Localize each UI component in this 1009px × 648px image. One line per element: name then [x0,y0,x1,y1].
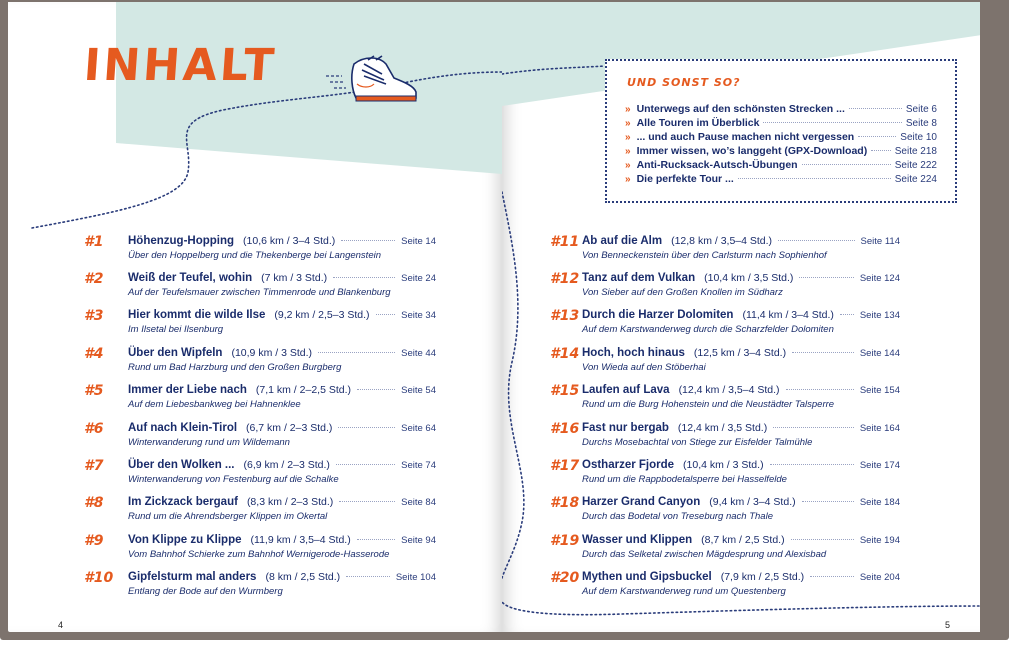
tour-info: (12,4 km / 3,5–4 Std.) [678,384,780,396]
page-title: INHALT [82,40,279,91]
tour-info: (10,4 km / 3,5 Std.) [704,272,794,284]
tour-page: Seite 84 [401,497,436,508]
leader-dots [338,427,395,428]
box-item[interactable] [625,159,937,171]
box-item-page: Seite 10 [900,132,937,143]
right-page [502,2,980,632]
tour-page: Seite 24 [401,273,436,284]
tour-number: #4 [84,346,104,362]
tour-page: Seite 64 [401,423,436,434]
tour-number: #3 [84,308,104,324]
tour-title-line [128,534,436,546]
tour-info: (10,6 km / 3–4 Std.) [243,235,336,247]
tour-number: #18 [550,495,580,511]
tour-subtitle: Auf der Teufelsmauer zwischen Timmenrode und Blankenburg [128,287,391,298]
leader-dots [341,240,395,241]
leader-dots [799,277,853,278]
tour-info: (7 km / 3 Std.) [261,272,328,284]
tour-info: (6,7 km / 2–3 Std.) [246,422,333,434]
leader-dots [336,464,395,465]
tour-number: #1 [84,234,104,250]
tour-title-line [128,347,436,359]
box-item[interactable] [625,145,937,157]
page-number: 5 [945,620,951,630]
tour-info: (6,9 km / 2–3 Std.) [243,459,330,471]
box-item-page: Seite 222 [894,160,937,171]
box-item[interactable] [625,103,937,115]
leader-dots [849,108,902,109]
tour-name: Von Klippe zu Klippe [128,534,242,546]
left-page [8,2,502,632]
leader-dots [802,164,891,165]
tour-number: #9 [84,533,104,549]
tour-number: #5 [84,383,104,399]
leader-dots [738,178,891,179]
also-box [605,59,957,203]
tour-number: #14 [550,346,580,362]
tour-title-line [128,422,436,434]
tour-name: Gipfelsturm mal anders [128,571,257,583]
leader-dots [376,314,396,315]
tour-info: (11,4 km / 3–4 Std.) [742,309,834,321]
tour-title-line [582,384,900,396]
tour-title-line [582,496,900,508]
chevron-right-icon: » [625,104,631,115]
tour-name: Durch die Harzer Dolomiten [582,309,734,321]
tour-title-line [582,534,900,546]
tour-subtitle: Winterwanderung von Festenburg auf die Schalke [128,474,339,485]
tour-info: (7,1 km / 2–2,5 Std.) [255,384,352,396]
tour-name: Ostharzer Fjorde [582,459,675,471]
tour-subtitle: Rund um Bad Harzburg und den Großen Burgberg [128,362,342,373]
tour-subtitle: Von Wieda auf den Stöberhai [582,362,706,373]
tour-number: #12 [550,271,580,287]
page-number: 4 [58,620,64,630]
box-item-label: ... und auch Pause machen nicht vergessen [636,131,855,143]
tour-page: Seite 184 [859,497,900,508]
tour-name: Über den Wipfeln [128,347,223,359]
tour-number: #7 [84,458,104,474]
leader-dots [802,501,854,502]
tour-number: #15 [550,383,580,399]
tour-subtitle: Vom Bahnhof Schierke zum Bahnhof Wernigerode-Hasserode [128,549,390,560]
tour-subtitle: Über den Hoppelberg und die Thekenberge bei Langenstein [128,250,381,261]
tour-page: Seite 174 [859,460,900,471]
tour-title-line [128,571,436,583]
tour-page: Seite 104 [395,572,436,583]
box-item-label: Alle Touren im Überblick [636,117,760,129]
chevron-right-icon: » [625,146,631,157]
leader-dots [763,122,901,123]
tour-number: #16 [550,421,580,437]
tour-info: (9,2 km / 2,5–3 Std.) [274,309,370,321]
tour-subtitle: Von Sieber auf den Großen Knollen im Südharz [582,287,783,298]
tour-name: Weiß der Teufel, wohin [128,272,253,284]
tour-title-line [582,459,900,471]
box-item-page: Seite 218 [894,146,937,157]
tour-page: Seite 34 [401,310,436,321]
box-item-page: Seite 224 [894,174,937,185]
leader-dots [357,389,395,390]
chevron-right-icon: » [625,174,631,185]
tour-name: Mythen und Gipsbuckel [582,571,712,583]
tour-title-line [128,272,436,284]
tour-number: #17 [550,458,580,474]
leader-dots [333,277,395,278]
leader-dots [810,576,854,577]
chevron-right-icon: » [625,132,631,143]
leader-dots [778,240,854,241]
box-item-label: Immer wissen, wo’s langgeht (GPX-Download) [636,145,868,157]
tour-info: (11,9 km / 3,5–4 Std.) [250,534,351,546]
tour-page: Seite 194 [859,535,900,546]
leader-dots [786,389,854,390]
leader-dots [791,539,854,540]
tour-page: Seite 164 [859,423,900,434]
tour-number: #10 [84,570,114,586]
leader-dots [871,150,891,151]
tour-title-line [582,422,900,434]
tour-info: (7,9 km / 2,5 Std.) [720,571,805,583]
tour-title-line [582,309,900,321]
tour-subtitle: Winterwanderung rund um Wildemann [128,437,290,448]
tour-number: #13 [550,308,580,324]
tour-title-line [582,347,900,359]
tour-subtitle: Durch das Bodetal von Treseburg nach Thale [582,511,773,522]
leader-dots [339,501,395,502]
chevron-right-icon: » [625,160,631,171]
box-item-label: Anti-Rucksack-Autsch-Übungen [636,159,798,171]
tour-page: Seite 114 [860,236,900,247]
tour-title-line [128,235,436,247]
leader-dots [770,464,854,465]
tour-title-line [128,309,436,321]
tour-subtitle: Entlang der Bode auf den Wurmberg [128,586,283,597]
tour-name: Wasser und Klippen [582,534,693,546]
tour-name: Tanz auf dem Vulkan [582,272,696,284]
tour-number: #2 [84,271,104,287]
tour-title-line [128,496,436,508]
tour-name: Hier kommt die wilde Ilse [128,309,266,321]
box-item[interactable] [625,131,937,143]
leader-dots [858,136,896,137]
tour-title-line [128,459,436,471]
tour-subtitle: Rund um die Ahrendsberger Klippen im Okertal [128,511,328,522]
box-heading: UND SONST SO? [627,76,741,89]
box-item[interactable] [625,173,937,185]
tour-info: (10,4 km / 3 Std.) [683,459,764,471]
box-item[interactable] [625,117,937,129]
box-item-page: Seite 8 [905,118,937,129]
tour-page: Seite 204 [859,572,900,583]
tour-page: Seite 74 [401,460,436,471]
tour-page: Seite 94 [401,535,436,546]
tour-page: Seite 124 [859,273,900,284]
tour-name: Immer der Liebe nach [128,384,247,396]
tour-name: Auf nach Klein-Tirol [128,422,238,434]
leader-dots [840,314,854,315]
leader-dots [318,352,395,353]
tour-subtitle: Auf dem Liebesbankweg bei Hahnenklee [128,399,301,410]
tour-page: Seite 134 [859,310,900,321]
tour-page: Seite 44 [401,348,436,359]
chevron-right-icon: » [625,118,631,129]
tour-name: Über den Wolken ... [128,459,235,471]
tour-page: Seite 154 [859,385,900,396]
tour-subtitle: Rund um die Rappbodetalsperre bei Hasselfelde [582,474,787,485]
tour-name: Hoch, hoch hinaus [582,347,685,359]
tour-page: Seite 14 [401,236,436,247]
tour-number: #8 [84,495,104,511]
tour-title-line [582,571,900,583]
hiking-boot-icon [324,54,424,109]
tour-info: (12,5 km / 3–4 Std.) [693,347,787,359]
leader-dots [773,427,854,428]
box-item-label: Die perfekte Tour ... [636,173,734,185]
tour-info: (10,9 km / 3 Std.) [231,347,312,359]
tour-name: Im Zickzack bergauf [128,496,238,508]
tour-subtitle: Im Ilsetal bei Ilsenburg [128,324,224,335]
tour-title-line [582,272,900,284]
box-item-label: Unterwegs auf den schönsten Strecken ... [636,103,845,115]
tour-subtitle: Durchs Mosebachtal von Stiege zur Eisfelder Talmühle [582,437,813,448]
box-item-page: Seite 6 [905,104,937,115]
tour-name: Fast nur bergab [582,422,669,434]
tour-page: Seite 144 [859,348,900,359]
tour-title-line [128,384,436,396]
tour-subtitle: Rund um die Burg Hohenstein und die Neustädter Talsperre [582,399,835,410]
tour-number: #6 [84,421,104,437]
tour-name: Ab auf die Alm [582,235,663,247]
tour-info: (9,4 km / 3–4 Std.) [709,496,796,508]
tour-name: Höhenzug-Hopping [128,235,235,247]
tour-subtitle: Von Benneckenstein über den Carlsturm nach Sophienhof [582,250,827,261]
tour-subtitle: Durch das Selketal zwischen Mägdesprung und Alexisbad [582,549,827,560]
tour-subtitle: Auf dem Karstwanderweg rund um Questenberg [582,586,786,597]
leader-dots [792,352,854,353]
leader-dots [357,539,395,540]
tour-number: #19 [550,533,580,549]
tour-number: #20 [550,570,580,586]
tour-info: (8,3 km / 2–3 Std.) [246,496,334,508]
tour-info: (12,4 km / 3,5 Std.) [677,422,768,434]
tour-page: Seite 54 [401,385,436,396]
tour-info: (8 km / 2,5 Std.) [265,571,341,583]
tour-title-line [582,235,900,247]
leader-dots [346,576,390,577]
tour-info: (8,7 km / 2,5 Std.) [701,534,785,546]
tour-name: Laufen auf Lava [582,384,670,396]
tour-number: #11 [550,234,580,250]
tour-subtitle: Auf dem Karstwanderweg durch die Scharzfelder Dolomiten [582,324,834,335]
tour-name: Harzer Grand Canyon [582,496,701,508]
tour-info: (12,8 km / 3,5–4 Std.) [671,235,773,247]
